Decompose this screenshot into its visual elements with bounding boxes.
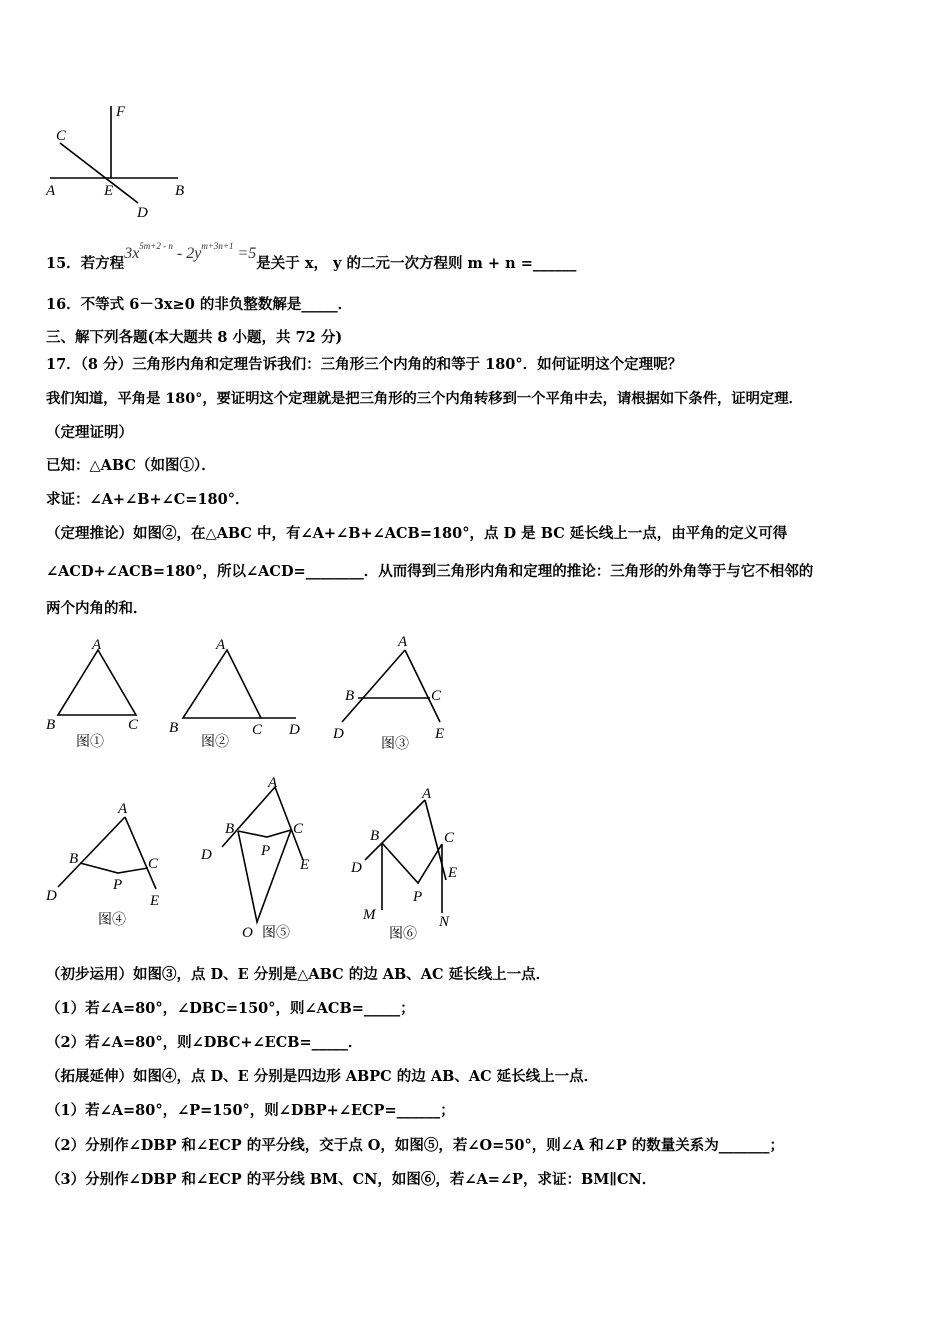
line-cd [60, 143, 138, 203]
fig2-label-a: A [216, 637, 226, 653]
q15-term2: - 2y [176, 245, 202, 262]
fig4-label-a: A [118, 801, 128, 817]
fig1-label-c: C [128, 717, 139, 733]
q15-prefix: 15．若方程 [46, 255, 125, 272]
fig2-label-c: C [252, 722, 263, 738]
app2-blank[interactable]: _____ [311, 1034, 348, 1051]
fig6-label-p: P [413, 889, 423, 905]
q15-answer-blank[interactable]: ______ [532, 255, 577, 272]
figure-2-svg [163, 630, 313, 755]
ray-ad [342, 650, 405, 722]
q16-text: 16．不等式 6－3x≥0 的非负整数解是 [46, 296, 302, 313]
figure-1 [40, 635, 150, 755]
fig3-label-e: E [435, 726, 445, 742]
figure-6-svg [345, 780, 480, 950]
app1-end: ； [400, 1000, 415, 1017]
q16-end: ． [337, 296, 353, 313]
fig3-label-a: A [398, 634, 408, 650]
q16-answer-blank[interactable]: _____ [301, 296, 338, 313]
fig5-label-a: A [268, 775, 278, 791]
fig1-label-b: B [46, 717, 56, 733]
q17-corollary-text-a: ∠ACD+∠ACB=180°，所以∠ACD= [46, 563, 306, 580]
fig6-caption: 图⑥ [389, 926, 417, 942]
q17-paragraph-1: 我们知道，平角是 180°，要证明这个定理就是把三角形的三个内角转移到一个平角中去，请根据如下条件，证明定理． [46, 391, 803, 407]
q17-extension-2 [46, 1137, 784, 1155]
q15-equation [124, 241, 257, 262]
fig6-label-n: N [439, 914, 450, 930]
label-d: D [137, 205, 148, 221]
figure-lines-svg [40, 100, 200, 225]
ext2-end: ； [769, 1137, 785, 1154]
fig2-caption: 图② [201, 734, 229, 750]
q17-application-1 [46, 1000, 415, 1018]
figure-lines-abcdef [40, 100, 200, 225]
ext1-end: ； [440, 1102, 455, 1119]
q17-extension-title: （拓展延伸）如图④，点 D、E 分别是四边形 ABPC 的边 AB、AC 延长线上一点． [46, 1068, 599, 1085]
app1-text: （1）若∠A=80°，∠DBC=150°，则∠ACB= [46, 1000, 364, 1017]
fig3-caption: 图③ [381, 736, 409, 752]
fig1-caption: 图① [76, 734, 104, 750]
figure-4 [40, 795, 180, 935]
question-16 [46, 296, 352, 314]
triangle-abc [58, 650, 136, 715]
q17-application-2 [46, 1034, 362, 1052]
path-bpc [238, 830, 291, 837]
label-a: A [46, 183, 56, 199]
path-bpc [382, 843, 442, 883]
q15-term2-exponent: m+3n+1 [201, 241, 234, 251]
fig3-label-b: B [345, 688, 355, 704]
fig6-label-a: A [422, 786, 432, 802]
q17-acd-blank[interactable]: ________ [305, 563, 364, 580]
ext2-blank[interactable]: _______ [718, 1137, 770, 1154]
ray-ae [125, 817, 156, 889]
fig5-label-e: E [300, 857, 310, 873]
q17-intro: 17．（8 分）三角形内角和定理告诉我们：三角形三个内角的和等于 180°．如何证明这个定理呢？ [46, 356, 683, 373]
fig3-label-d: D [333, 726, 344, 742]
path-bpc [80, 863, 148, 873]
figure-5-svg [195, 775, 330, 945]
fig3-label-c: C [431, 688, 442, 704]
app1-blank[interactable]: _____ [363, 1000, 401, 1017]
fig5-label-o: O [242, 925, 253, 941]
triangle-abc [183, 650, 261, 718]
label-c: C [56, 128, 67, 144]
section-3-heading: 三、解下列各题(本大题共 8 小题，共 72 分) [46, 329, 343, 346]
fig4-caption: 图④ [98, 912, 126, 928]
ext2-text: （2）分别作∠DBP 和∠ECP 的平分线，交于点 O，如图⑤，若∠O=50°，则∠A 和∠P 的数量关系为 [46, 1137, 719, 1154]
fig5-label-d: D [201, 847, 212, 863]
fig5-label-p: P [261, 843, 271, 859]
ray-ae [405, 650, 440, 722]
fig5-label-c: C [293, 821, 304, 837]
figure-1-svg [40, 635, 150, 755]
q17-given: 已知：△ABC（如图①）． [46, 457, 216, 474]
figure-6 [345, 780, 480, 950]
fig6-label-c: C [444, 830, 455, 846]
q15-rhs: =5 [237, 245, 257, 262]
figure-4-svg [40, 795, 180, 935]
question-15 [46, 241, 577, 273]
q17-corollary-line-3: 两个内角的和． [46, 600, 148, 617]
figure-3-svg [325, 630, 460, 755]
figure-2 [163, 630, 313, 755]
fig4-label-d: D [46, 888, 57, 904]
fig5-caption: 图⑤ [262, 925, 290, 941]
fig6-label-d: D [351, 860, 362, 876]
ext1-blank[interactable]: ______ [396, 1102, 441, 1119]
figure-5 [195, 775, 330, 945]
app2-text: （2）若∠A=80°，则∠DBC+∠ECB= [46, 1034, 312, 1051]
ext1-text: （1）若∠A=80°，∠P=150°，则∠DBP+∠ECP= [46, 1102, 397, 1119]
q15-suffix: 是关于 x， y 的二元一次方程则 m + n = [256, 255, 533, 272]
ray-ad [222, 787, 275, 847]
fig5-label-b: B [225, 821, 235, 837]
fig2-label-d: D [289, 722, 300, 738]
q17-extension-1 [46, 1102, 455, 1120]
q17-corollary-text-b: ．从而得到三角形内角和定理的推论：三角形的外角等于与它不相邻的 [363, 563, 814, 580]
fig1-label-a: A [92, 637, 102, 653]
q17-prove: 求证：∠A+∠B+∠C=180°． [46, 491, 250, 508]
app2-end: ． [347, 1034, 363, 1051]
q17-application-title: （初步运用）如图③，点 D、E 分别是△ABC 的边 AB、AC 延长线上一点． [46, 966, 551, 983]
fig4-label-e: E [150, 893, 160, 909]
fig6-label-e: E [448, 865, 458, 881]
fig2-label-b: B [169, 720, 179, 736]
fig6-label-m: M [363, 907, 376, 923]
q15-term1: 3x [124, 245, 140, 262]
q17-corollary-line-2 [46, 563, 813, 581]
fig4-label-c: C [148, 856, 159, 872]
fig4-label-b: B [69, 851, 79, 867]
q17-extension-3: （3）分别作∠DBP 和∠ECP 的平分线 BM、CN，如图⑥，若∠A=∠P，求证：BM∥CN． [46, 1171, 657, 1188]
label-e: E [104, 183, 114, 199]
figure-3 [325, 630, 460, 755]
q15-term1-exponent: 5m+2 - n [139, 241, 173, 251]
q17-corollary-line-1: （定理推论）如图②，在△ABC 中，有∠A+∠B+∠ACB=180°，点 D 是 BC 延长线上一点，由平角的定义可得 [46, 525, 788, 542]
label-f: F [116, 104, 126, 120]
label-b: B [175, 183, 185, 199]
fig4-label-p: P [113, 877, 123, 893]
fig6-label-b: B [370, 828, 380, 844]
q17-proof-title: （定理证明） [46, 424, 133, 441]
